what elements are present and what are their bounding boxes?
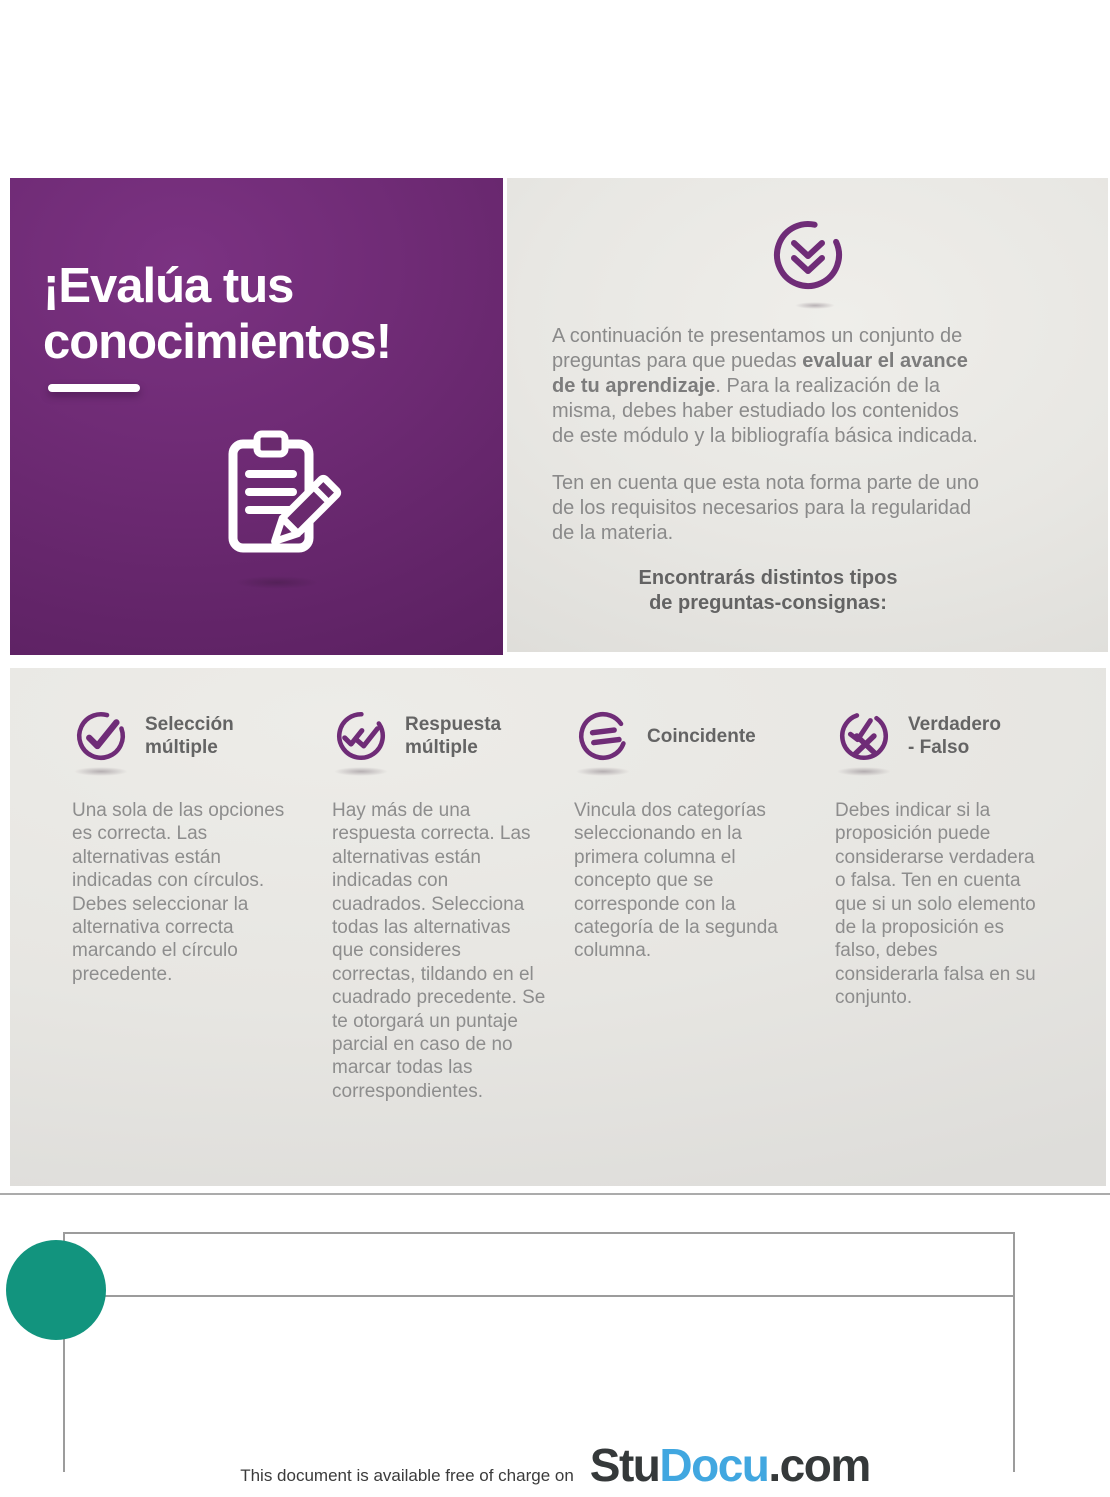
studocu-logo[interactable]: [590, 1438, 870, 1492]
slide-frame: [63, 1232, 1015, 1472]
type-description: Vincula dos categorías seleccionando en la primera columna el concepto que se corresponde con la categoría de la segunda columna.: [574, 800, 778, 962]
page-title-line2: conocimientos!: [43, 315, 392, 369]
types-heading: [552, 566, 984, 616]
icon-shadow: [74, 767, 128, 776]
intro-panel: [507, 178, 1108, 652]
check-circle-icon: [72, 707, 130, 765]
type-card-verdadero-falso: [835, 707, 1043, 1010]
type-header: [835, 707, 1043, 765]
slide-title-band-line: [63, 1295, 1013, 1297]
type-description: Hay más de una respuesta correcta. Las alternativas están indicadas con cuadrados. Selecciona todas las alternativas que consideres correctas, tildando en el cuadrado precedente. Se te otorgará un puntaje parcial en caso de no marcar todas las correspondientes.: [332, 800, 546, 1102]
footer: [0, 1438, 1110, 1492]
teal-circle: [6, 1240, 106, 1340]
question-types-panel: [10, 668, 1106, 1186]
check-x-circle-icon: [835, 707, 893, 765]
double-check-circle-icon: [332, 707, 390, 765]
type-title: Coincidente: [647, 725, 756, 747]
intro-paragraph-1-rest: . Para la realización de la misma, debes haber estudiado los contenidos de este módulo y la bibliografía básica indicada.: [552, 375, 978, 447]
type-header: [332, 707, 547, 765]
types-heading-line2: de preguntas-consignas:: [649, 592, 887, 614]
footer-notice: This document is available free of charge on: [240, 1466, 574, 1485]
type-title: Respuesta múltiple: [405, 714, 502, 758]
studocu-logo-com: .com: [768, 1439, 870, 1491]
intro-paragraph-2: Ten en cuenta que esta nota forma parte de uno de los requisitos necesarios para la regularidad de la materia.: [552, 472, 979, 544]
type-header: [574, 707, 802, 765]
type-title: Verdadero - Falso: [908, 714, 1001, 758]
title-underline: [48, 384, 140, 392]
intro-paragraph-1-bold: evaluar el avance de tu aprendizaje: [552, 350, 968, 397]
down-arrows-circle-icon: [765, 212, 851, 298]
icon-shadow: [837, 767, 891, 776]
clipboard-pencil-icon: [207, 430, 343, 570]
types-heading-line1: Encontrarás distintos tipos: [638, 567, 898, 589]
page-title-line1: ¡Evalúa tus: [43, 259, 294, 313]
down-arrows-icon-shadow: [795, 302, 835, 309]
horizontal-rule: [0, 1193, 1110, 1195]
studocu-logo-stu: Stu: [589, 1439, 660, 1491]
page-title: [43, 258, 391, 370]
equals-circle-icon: [574, 707, 632, 765]
type-description: Una sola de las opciones es correcta. Las alternativas están indicadas con círculos. Debes seleccionar la alternativa correcta marcando el círculo precedente.: [72, 800, 285, 985]
icon-shadow: [334, 767, 388, 776]
type-title: Selección múltiple: [145, 714, 234, 758]
type-card-respuesta-multiple: [332, 707, 547, 1103]
studocu-logo-docu: Docu: [659, 1439, 769, 1491]
hero-banner: [10, 178, 503, 655]
type-description: Debes indicar si la proposición puede considerarse verdadera o falsa. Ten en cuenta que si un solo elemento de la proposición es falso, debes considerarla falsa en su conjunto.: [835, 800, 1036, 1009]
clipboard-icon-shadow: [235, 576, 319, 589]
type-header: [72, 707, 300, 765]
intro-paragraph-1-text: A continuación te presentamos un conjunto de preguntas para que puedas: [552, 325, 963, 372]
intro-paragraph-1: [552, 324, 984, 449]
type-card-seleccion-multiple: [72, 707, 300, 986]
icon-shadow: [576, 767, 630, 776]
type-card-coincidente: [574, 707, 802, 963]
